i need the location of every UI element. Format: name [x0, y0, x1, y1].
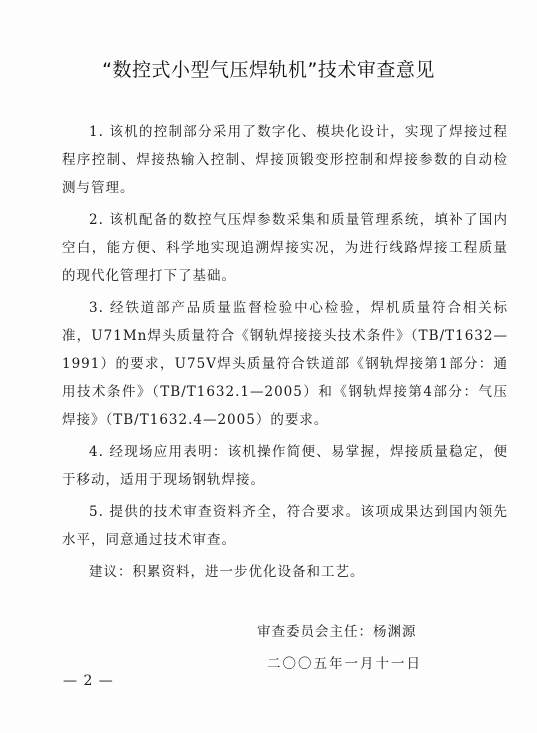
- paragraph-4: 4. 经现场应用表明：该机操作简便、易掌握，焊接质量稳定，便于移动，适用于现场钢轨焊接。: [62, 444, 508, 488]
- paragraph-3: 3. 经铁道部产品质量监督检验中心检验，焊机质量符合相关标准，U71Mn焊头质量符合《钢轨焊接接头技术条件》（TB/T1632—1991）的要求，U75V焊头质量符合铁道部《钢轨焊接第1部分：通用技术条件》（TB/T1632.1—2005）和《钢轨焊接第4部分：气压焊接》（TB/T1632.4—2005）的要求。: [62, 300, 508, 428]
- advice-paragraph: 建议：积累资料，进一步优化设备和工艺。: [89, 564, 365, 580]
- paragraph-1: 1. 该机的控制部分采用了数字化、模块化设计，实现了焊接过程程序控制、焊接热输入控制、焊接顶锻变形控制和焊接参数的自动检测与管理。: [62, 124, 508, 196]
- document-date: 二〇〇五年一月十一日: [267, 656, 422, 672]
- paragraph-2: 2. 该机配备的数控气压焊参数采集和质量管理系统，填补了国内空白，能方便、科学地实现追溯焊接实况，为进行线路焊接工程质量的现代化管理打下了基础。: [62, 212, 508, 284]
- document-title: “数控式小型气压焊轨机”技术审查意见: [102, 59, 435, 81]
- paragraph-5: 5. 提供的技术审查资料齐全，符合要求。该项成果达到国内领先水平，同意通过技术审查。: [62, 504, 508, 548]
- page-number: — 2 —: [63, 673, 114, 689]
- committee-chair-signature: 审查委员会主任：杨渊源: [257, 624, 417, 640]
- document-body: [62, 118, 508, 586]
